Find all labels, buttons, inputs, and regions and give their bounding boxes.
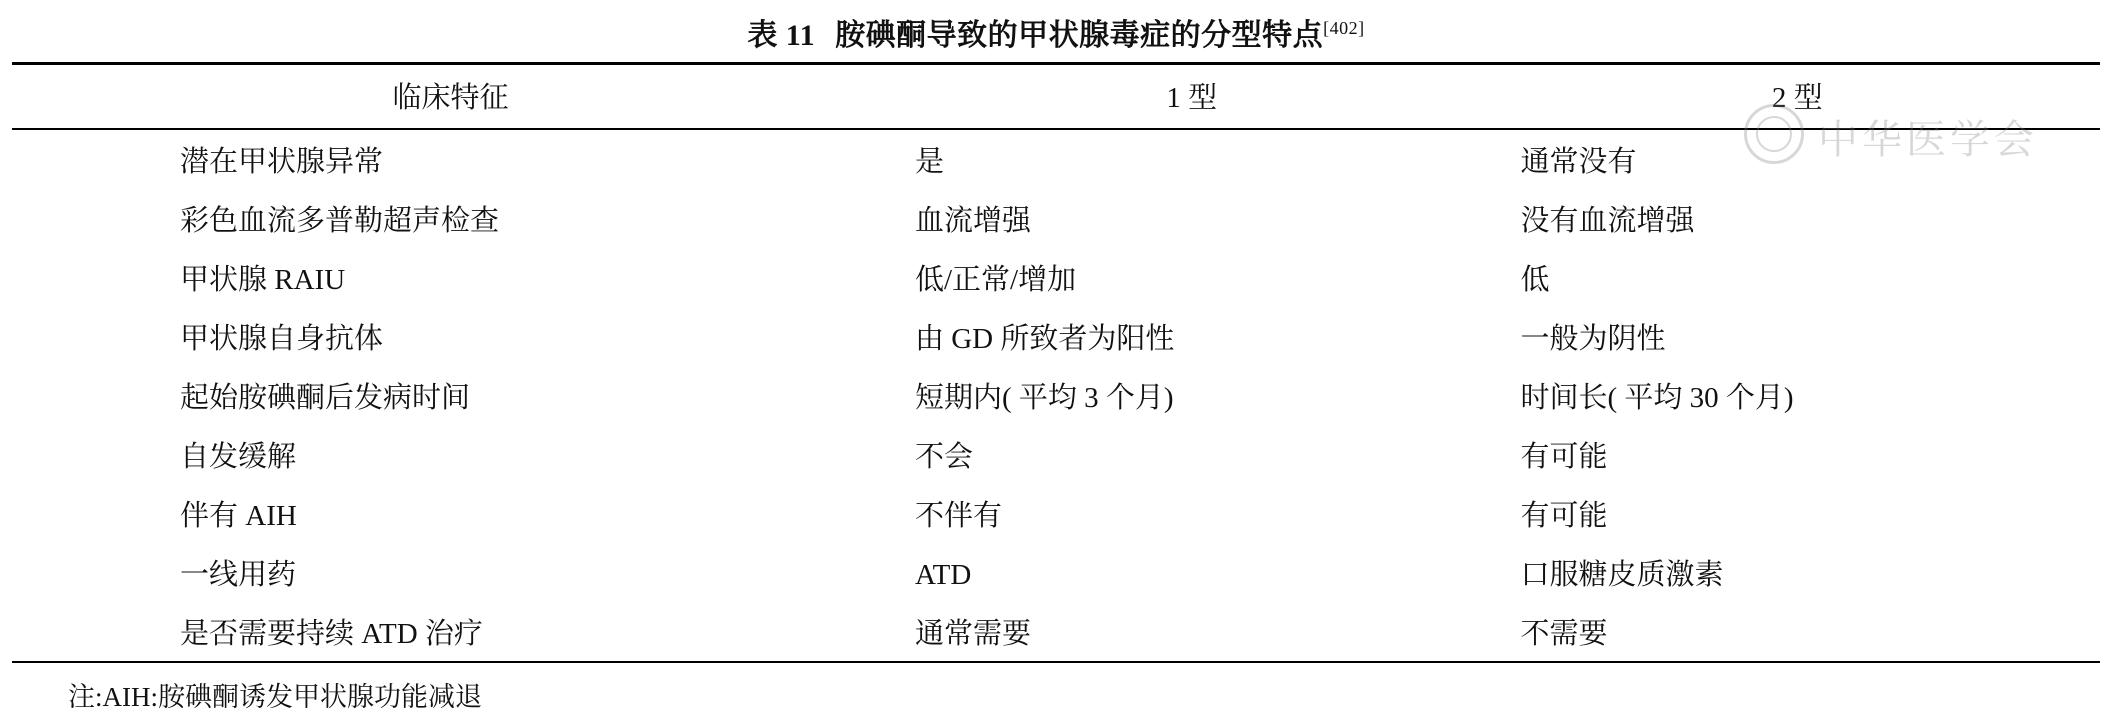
cell-type2: 口服糖皮质激素	[1520, 559, 1724, 591]
table-caption-reference: [402]	[1323, 18, 1365, 38]
table-row	[12, 248, 2100, 307]
column-header-feature: 临床特征	[392, 82, 509, 114]
cell-feature: 甲状腺自身抗体	[180, 323, 384, 355]
cell-type2: 没有血流增强	[1520, 205, 1695, 237]
cell-type2: 有可能	[1520, 500, 1608, 532]
cell-feature: 自发缓解	[180, 441, 297, 473]
cell-feature: 起始胺碘酮后发病时间	[180, 382, 471, 414]
cell-type2: 低	[1520, 264, 1550, 296]
cell-feature: 彩色血流多普勒超声检查	[180, 205, 500, 237]
cell-feature: 伴有 AIH	[180, 500, 297, 532]
table-row	[12, 189, 2100, 248]
cell-feature: 甲状腺 RAIU	[180, 264, 346, 296]
table-row	[12, 425, 2100, 484]
table-row	[12, 129, 2100, 189]
table-row	[12, 602, 2100, 662]
table-row	[12, 366, 2100, 425]
table-footnote: 注:AIH:胺碘酮诱发甲状腺功能减退	[68, 682, 482, 712]
table-row	[12, 307, 2100, 366]
table-caption	[0, 0, 2112, 54]
cell-type1: 短期内( 平均 3 个月)	[914, 382, 1174, 414]
cell-type1: 血流增强	[914, 205, 1031, 237]
table-caption-title: 胺碘酮导致的甲状腺毒症的分型特点	[835, 19, 1324, 52]
cell-type2: 一般为阴性	[1520, 323, 1666, 355]
cell-type1: 不伴有	[914, 500, 1002, 532]
watermark-text: 中华医学会	[1818, 117, 2038, 162]
cell-type1: ATD	[914, 559, 972, 591]
table-container	[12, 62, 2100, 714]
cell-type1: 通常需要	[914, 618, 1031, 650]
cell-type1: 低/正常/增加	[914, 264, 1077, 296]
cell-type2: 不需要	[1520, 618, 1608, 650]
column-header-type2: 2 型	[1771, 82, 1823, 114]
table-caption-number: 表 11	[747, 19, 816, 52]
cell-type2: 通常没有	[1520, 146, 1637, 178]
table-header-row	[12, 64, 2100, 130]
table-body	[12, 129, 2100, 662]
column-header-type1: 1 型	[1166, 82, 1218, 114]
cell-type2: 有可能	[1520, 441, 1608, 473]
cell-feature: 是否需要持续 ATD 治疗	[180, 618, 483, 650]
cell-feature: 一线用药	[180, 559, 297, 591]
cell-type1: 不会	[914, 441, 973, 473]
amiodarone-thyrotoxicosis-table	[12, 62, 2100, 663]
table-row	[12, 543, 2100, 602]
table-head	[12, 64, 2100, 130]
table-row	[12, 484, 2100, 543]
cell-feature: 潜在甲状腺异常	[180, 146, 384, 178]
cell-type1: 由 GD 所致者为阳性	[914, 323, 1175, 355]
cell-type1: 是	[914, 146, 944, 178]
cell-type2: 时间长( 平均 30 个月)	[1520, 382, 1794, 414]
